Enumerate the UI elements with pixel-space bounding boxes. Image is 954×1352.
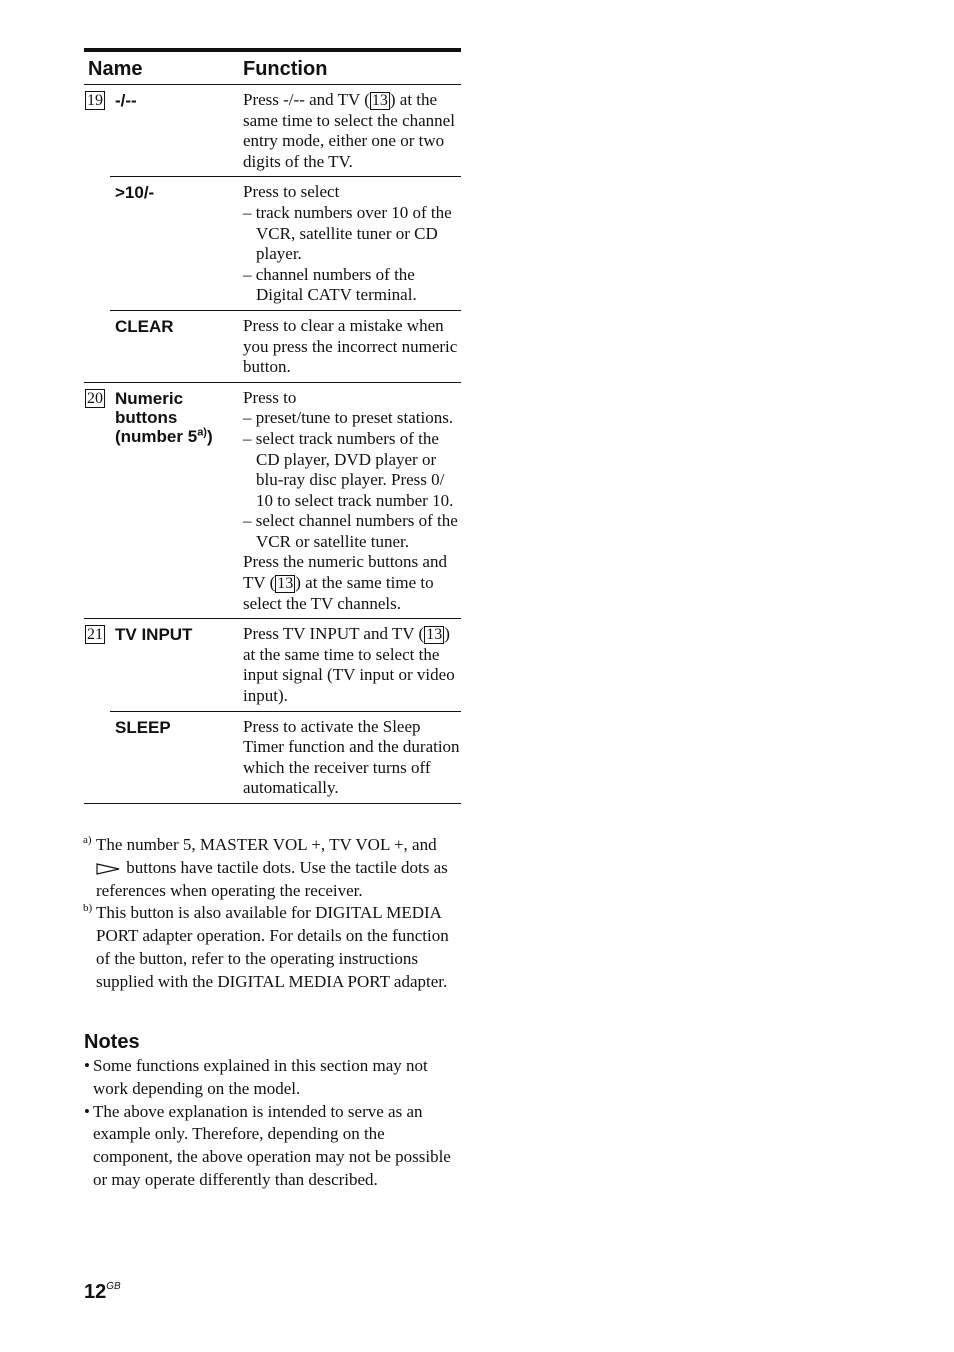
function-description: Press to – preset/tune to preset stations. – select track numbers of the CD player, DVD player or blu-ray disc player. Press 0/ 10 to select track number 10. – select channel numbers of the VCR or satellite tuner. Press the numeric buttons and TV ( 13 ) at the same time to select the TV channels. (243, 387, 458, 613)
item-number: 19 (87, 92, 103, 109)
note-item: • Some functions explained in this section may not work depending on the model. (84, 1056, 428, 1098)
table-row (84, 712, 461, 804)
function-description: Press to clear a mistake when you press the incorrect numeric button. (243, 315, 458, 377)
function-table (84, 48, 461, 804)
table-row (84, 619, 461, 711)
footnote-mark: a) (83, 834, 92, 846)
reference-number: 13 (277, 575, 294, 593)
function-description: Press TV INPUT and TV ( 13 ) at the same time to select the input signal (TV input or video input). (243, 624, 455, 706)
button-name: Numeric buttons (number 5$^{a)}$) (115, 388, 213, 446)
footnotes (84, 834, 461, 994)
notes-list (84, 1055, 461, 1192)
reference-number: 13 (426, 626, 443, 644)
footnote: a) The number 5, MASTER VOL +, TV VOL +, and buttons have tactile dots. Use the tactile dots as references when operating the receiver. (84, 834, 461, 902)
function-description: Press -/-- and TV ( 13 ) at the same time to select the channel entry mode, either one or two digits of the TV. (243, 90, 455, 171)
bullet-icon: • (84, 1056, 90, 1075)
button-name: SLEEP (115, 717, 171, 737)
header-name: Name (88, 58, 143, 80)
button-name: >10/- (115, 183, 155, 203)
button-name: CLEAR (115, 316, 174, 336)
reference-number: 13 (371, 92, 388, 109)
table-row (84, 85, 461, 177)
note-item: • The above explanation is intended to serve as an example only. Therefore, depending on the component, the above operation may not be possible or may operate differently than described. (84, 1101, 451, 1189)
footnote: b) This button is also available for DIGITAL MEDIA PORT adapter operation. For details on the function of the button, refer to the operating instructions supplied with the DIGITAL MEDIA PORT adapter. (84, 902, 461, 993)
table-row (84, 177, 461, 311)
footnote-mark: b) (83, 902, 93, 915)
button-name: -/-- (115, 91, 137, 110)
function-description: Press to activate the Sleep Timer function and the duration which the receiver turns off automatically. (243, 716, 460, 798)
page-number: $12^{GB}$ (84, 1281, 121, 1303)
table-row (84, 383, 461, 620)
table-header (84, 52, 461, 85)
function-description: Press to select – track numbers over 10 of the VCR, satellite tuner or CD player. – channel numbers of the Digital CATV terminal. (243, 182, 452, 305)
header-function: Function (243, 58, 328, 80)
bullet-icon: • (84, 1101, 90, 1121)
notes-heading: Notes (84, 1031, 140, 1053)
item-number: 20 (87, 389, 103, 407)
table-row (84, 311, 461, 383)
item-number: 21 (87, 626, 103, 644)
play-triangle-icon (96, 863, 120, 875)
button-name: TV INPUT (115, 625, 193, 645)
